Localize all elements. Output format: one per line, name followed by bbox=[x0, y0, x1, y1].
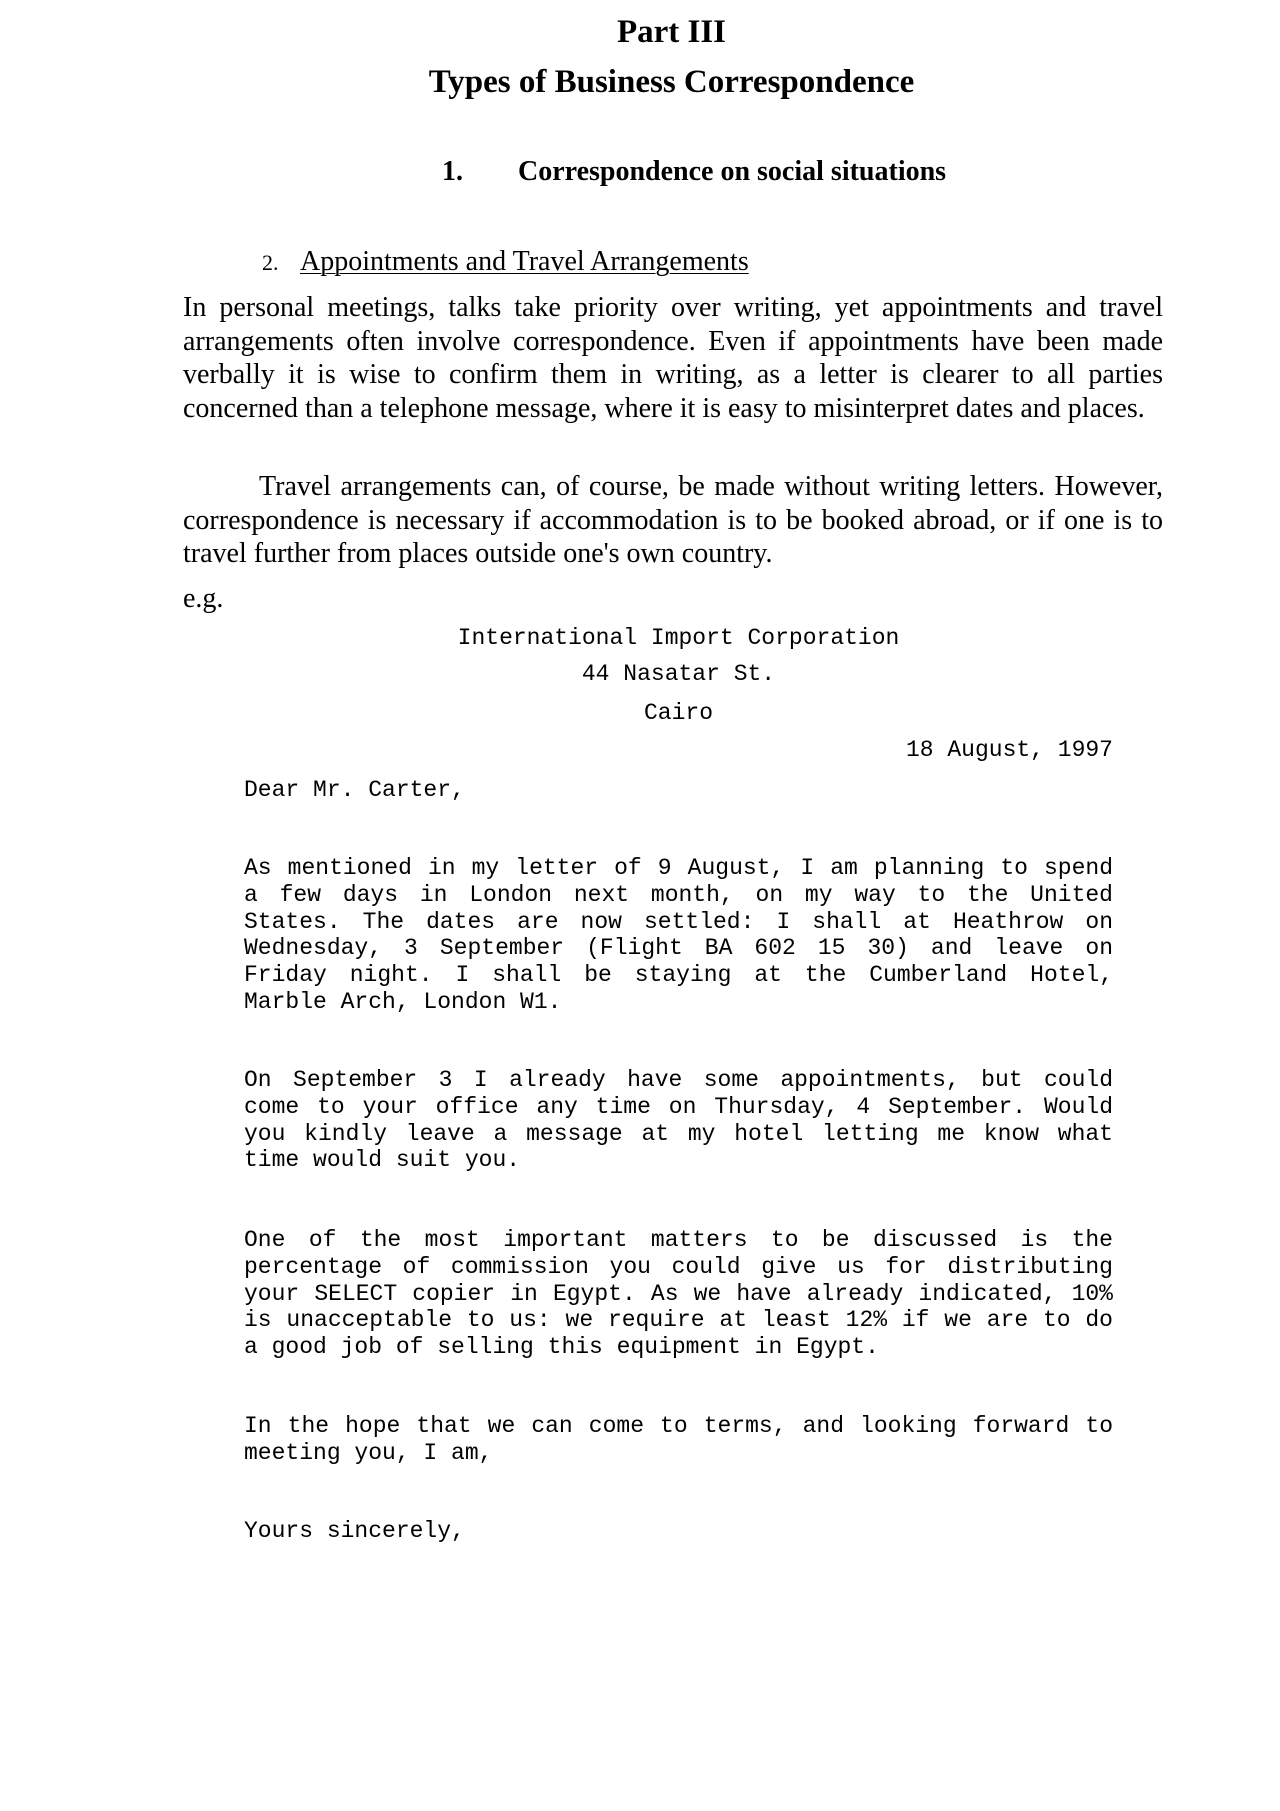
letter-paragraph: As mentioned in my letter of 9 August, I am planning to spend a few days in London next month, on my way to the United States. The dates are now settled: I shall at Heathrow on Wednesday, 3 September (Flight BA 602 15 30) and leave on Friday night. I shall be staying at the Cumberland Hotel, Marble Arch, London W1. bbox=[244, 855, 1113, 1015]
letter-paragraph: One of the most important matters to be discussed is the percentage of commission you could give us for distributing your SELECT copier in Egypt. As we have already indicated, 10% is unacceptable to us: we require at least 12% if we are to do a good job of selling this equipment in Egypt. bbox=[244, 1227, 1113, 1361]
body-paragraph: In personal meetings, talks take priority over writing, yet appointments and travel arrangements often involve correspondence. Even if appointments have been made verbally it is wise to confirm them in writing, as a letter is clearer to all parties concerned than a telephone message, where it is easy to misinterpret dates and places. bbox=[183, 292, 1163, 424]
document-title: Types of Business Correspondence bbox=[428, 64, 915, 100]
letter-paragraph: On September 3 I already have some appointments, but could come to your office any time on Thursday, 4 September. Would you kindly leave a message at my hotel letting me know what time would suit you. bbox=[244, 1067, 1113, 1174]
section-heading-2 bbox=[262, 245, 749, 280]
letter-closing: Yours sincerely, bbox=[244, 1518, 465, 1544]
sender-street: 44 Nasatar St. bbox=[581, 661, 776, 687]
example-label: e.g. bbox=[183, 583, 224, 614]
sender-company: International Import Corporation bbox=[457, 625, 900, 651]
letter-paragraph: In the hope that we can come to terms, and looking forward to meeting you, I am, bbox=[244, 1413, 1113, 1466]
letter-date: 18 August, 1997 bbox=[905, 737, 1113, 763]
part-heading: Part III bbox=[616, 14, 727, 50]
section-number: 2. bbox=[262, 250, 279, 275]
letter-salutation: Dear Mr. Carter, bbox=[244, 777, 465, 803]
section-number: 1. bbox=[442, 156, 463, 187]
section-heading-1 bbox=[442, 155, 946, 189]
section-title: Correspondence on social situations bbox=[518, 156, 947, 187]
sender-city: Cairo bbox=[643, 700, 713, 726]
section-title: Appointments and Travel Arrangements bbox=[300, 246, 749, 277]
body-paragraph: Travel arrangements can, of course, be made without writing letters. However, correspondence is necessary if accommodation is to be booked abroad, or if one is to travel further from places outside one's own country. bbox=[183, 471, 1163, 569]
